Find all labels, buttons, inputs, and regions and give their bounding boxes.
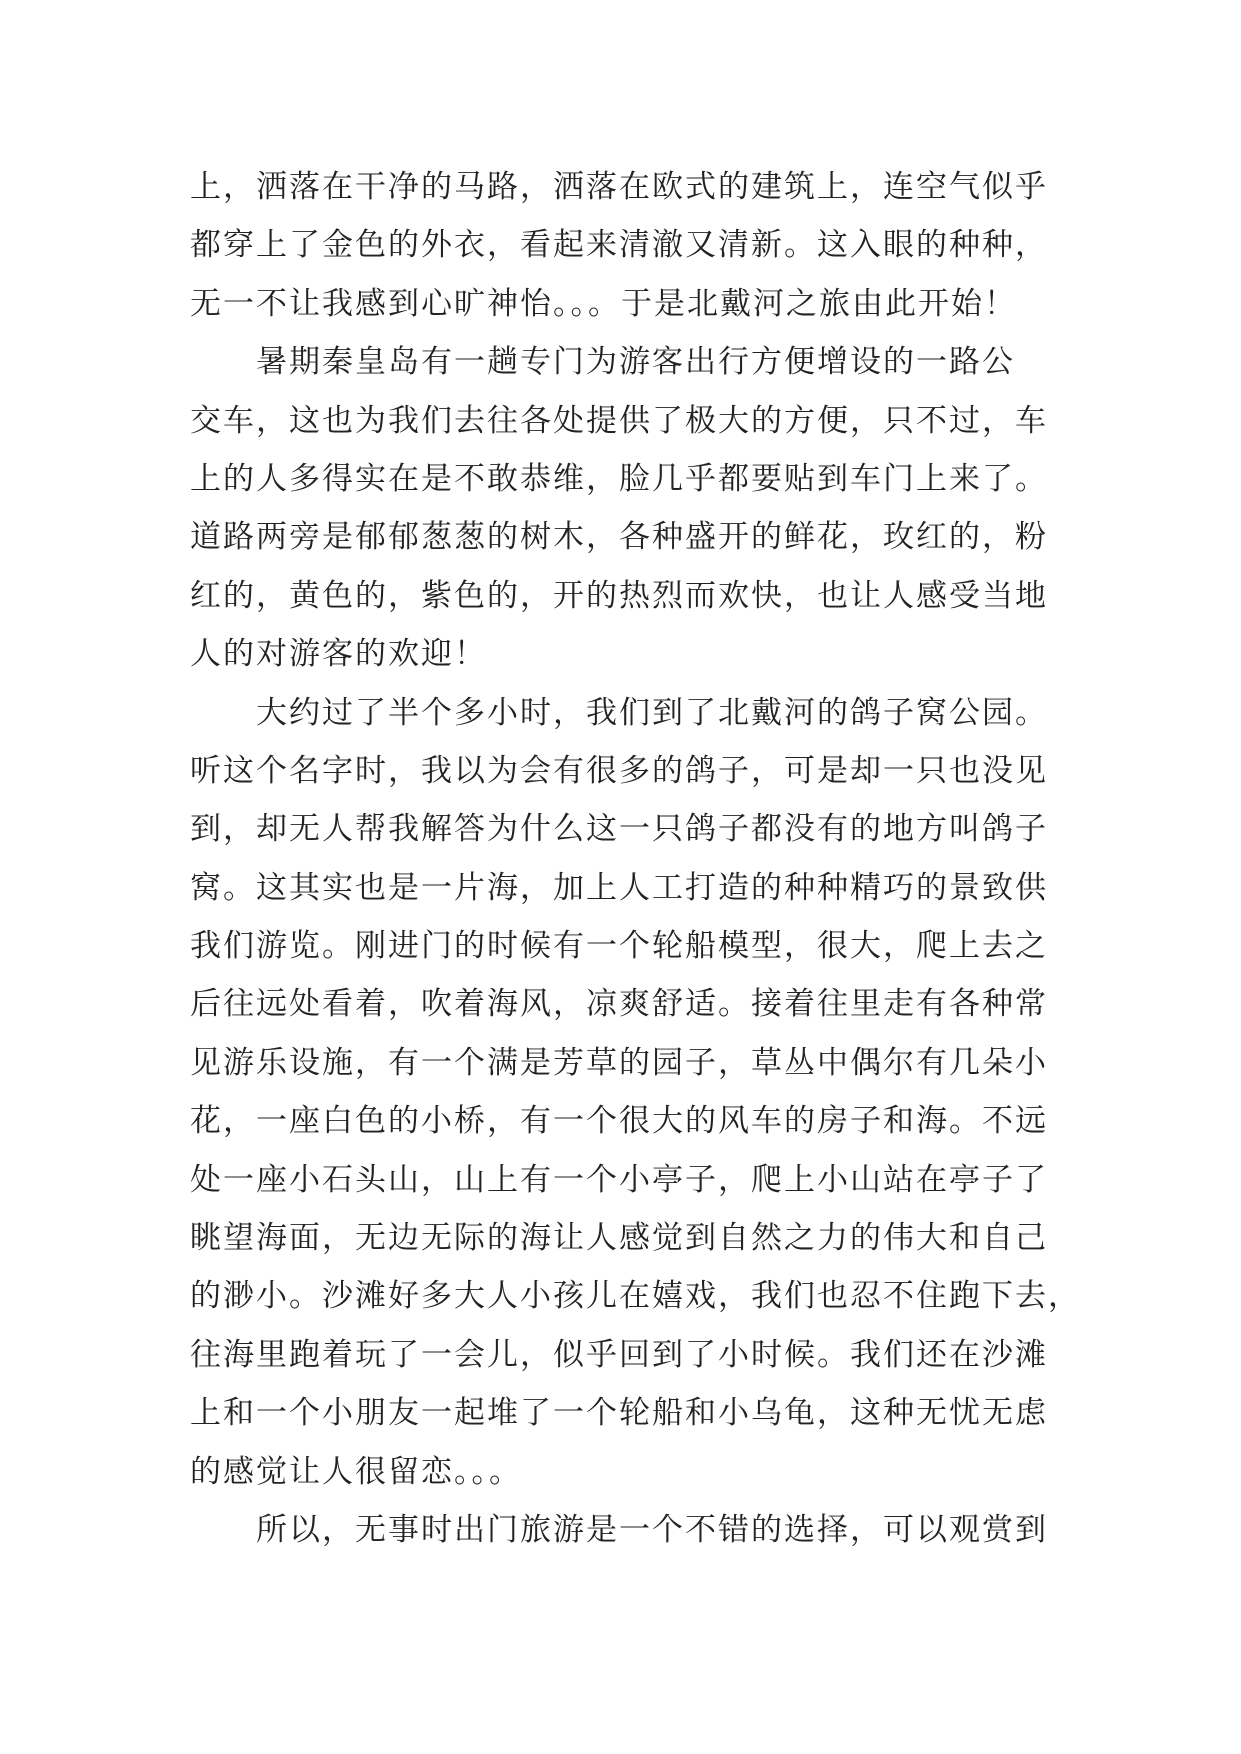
paragraph-first-line: 所以，无事时出门旅游是一个不错的选择，可以观赏到	[256, 1511, 1048, 1548]
text-line: 上的人多得实在是不敢恭维，脸几乎都要贴到车门上来了。	[190, 460, 1048, 497]
text-line: 无一不让我感到心旷神怡。。。于是北戴河之旅由此开始！	[190, 285, 1017, 322]
paragraph-first-line: 大约过了半个多小时，我们到了北戴河的鸽子窝公园。	[256, 694, 1048, 731]
text-line: 听这个名字时，我以为会有很多的鸽子，可是却一只也没见	[190, 752, 1048, 789]
essay-body	[190, 158, 1081, 1559]
text-line: 往海里跑着玩了一会儿，似乎回到了小时候。我们还在沙滩	[190, 1336, 1048, 1373]
text-line: 道路两旁是郁郁葱葱的树木，各种盛开的鲜花，玫红的，粉	[190, 519, 1048, 556]
text-line: 花，一座白色的小桥，有一个很大的风车的房子和海。不远	[190, 1103, 1048, 1140]
text-line: 处一座小石头山，山上有一个小亭子，爬上小山站在亭子了	[190, 1161, 1048, 1198]
text-line: 的渺小。沙滩好多大人小孩儿在嬉戏，我们也忍不住跑下去，	[190, 1278, 1081, 1315]
text-line: 人的对游客的欢迎！	[190, 636, 487, 673]
text-line: 上，洒落在干净的马路，洒落在欧式的建筑上，连空气似乎	[190, 169, 1048, 205]
text-line: 的感觉让人很留恋。。。	[190, 1453, 522, 1490]
paragraph-first-line: 暑期秦皇岛有一趟专门为游客出行方便增设的一路公	[256, 344, 1015, 381]
text-line: 见游乐设施，有一个满是芳草的园子，草丛中偶尔有几朵小	[190, 1044, 1048, 1081]
text-line: 红的，黄色的，紫色的，开的热烈而欢快，也让人感受当地	[190, 577, 1048, 614]
text-line: 窝。这其实也是一片海，加上人工打造的种种精巧的景致供	[190, 869, 1048, 906]
text-line: 交车，这也为我们去往各处提供了极大的方便，只不过，车	[190, 402, 1048, 439]
text-line: 后往远处看着，吹着海风，凉爽舒适。接着往里走有各种常	[190, 986, 1048, 1023]
text-line: 到，却无人帮我解答为什么这一只鸽子都没有的地方叫鸽子	[190, 811, 1048, 848]
text-line: 我们游览。刚进门的时候有一个轮船模型，很大，爬上去之	[190, 928, 1048, 965]
text-line: 上和一个小朋友一起堆了一个轮船和小乌龟，这种无忧无虑	[190, 1395, 1048, 1432]
text-line: 都穿上了金色的外衣，看起来清澈又清新。这入眼的种种，	[190, 227, 1048, 264]
text-line: 眺望海面，无边无际的海让人感觉到自然之力的伟大和自己	[190, 1220, 1048, 1257]
